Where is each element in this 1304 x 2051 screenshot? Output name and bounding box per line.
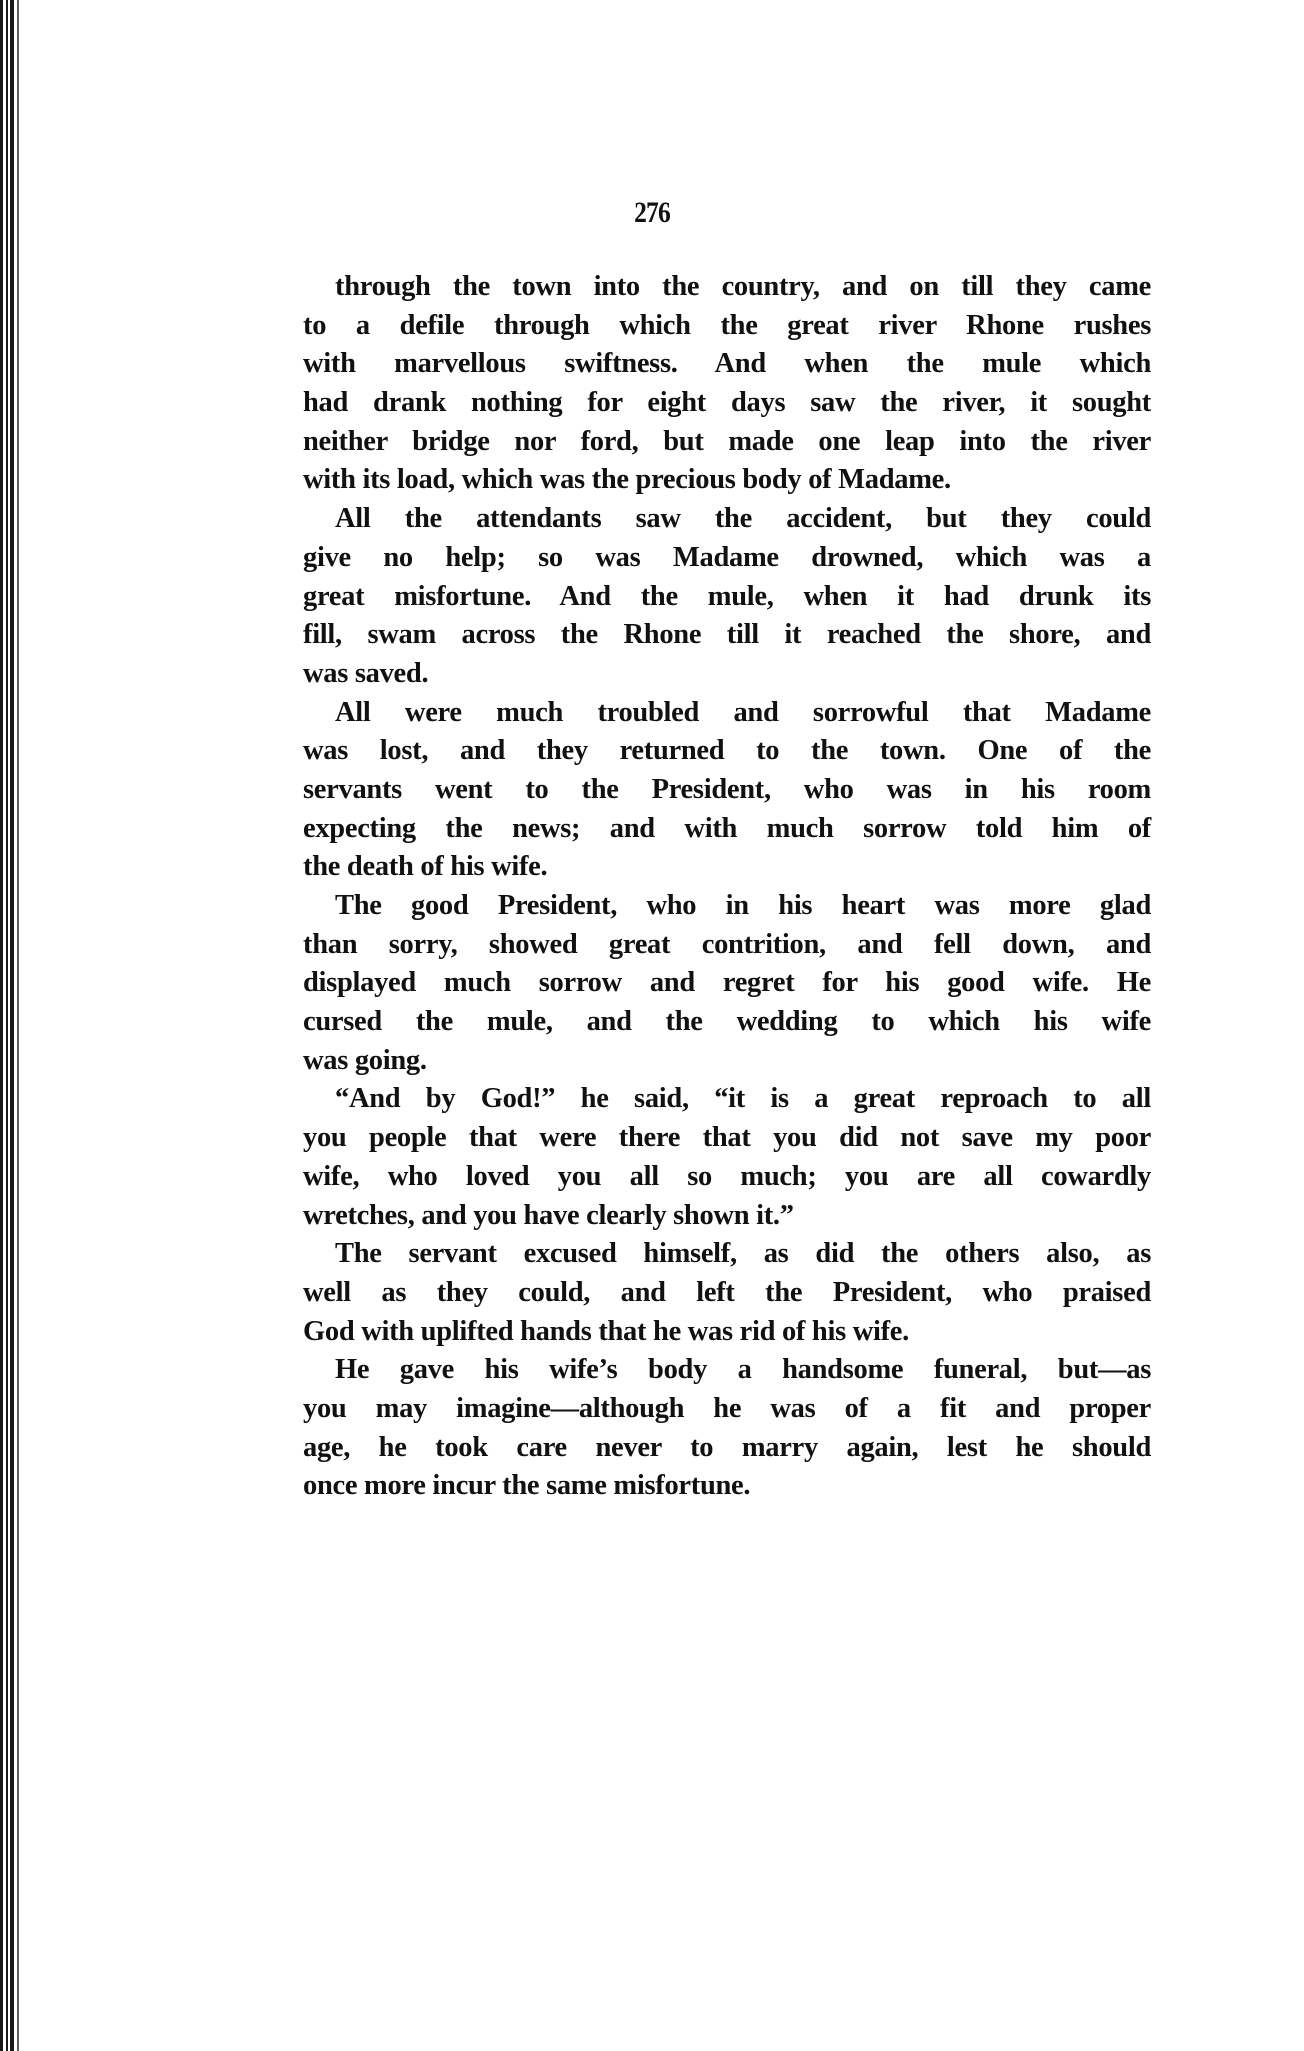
paragraph	[303, 268, 1151, 500]
text-line: expecting the news; and with much sorrow told him of	[303, 812, 1151, 844]
text-line: The good President, who in his heart was more glad	[335, 890, 1151, 921]
text-line: The servant excused himself, as did the others also, as	[335, 1238, 1151, 1270]
body-text	[303, 268, 1151, 1506]
text-line: was going.	[303, 1044, 427, 1076]
text-line: God with uplifted hands that he was rid of his wife.	[303, 1315, 909, 1347]
text-line: once more incur the same misfortune.	[303, 1470, 751, 1502]
text-line: He gave his wife’s body a handsome funeral, but—as	[335, 1354, 1151, 1386]
text-line: neither bridge nor ford, but made one leap into the river	[303, 425, 1151, 457]
text-line: than sorry, showed great contrition, and fell down, and	[303, 928, 1151, 960]
text-line: the death of his wife.	[303, 851, 548, 883]
paragraph	[303, 887, 1151, 1080]
text-line: well as they could, and left the President, who praised	[303, 1276, 1151, 1308]
text-line: fill, swam across the Rhone till it reached the shore, and	[303, 619, 1151, 651]
text-line: All were much troubled and sorrowful that Madame	[335, 696, 1151, 728]
text-line: wife, who loved you all so much; you are all cowardly	[303, 1160, 1151, 1192]
text-line: “And by God!” he said, “it is a great reproach to all	[335, 1083, 1151, 1115]
text-line: with marvellous swiftness. And when the mule which	[303, 348, 1151, 380]
text-line: cursed the mule, and the wedding to which his wife	[303, 1006, 1151, 1038]
text-line: All the attendants saw the accident, but they could	[335, 503, 1151, 535]
text-line: was saved.	[303, 657, 429, 689]
paragraph	[303, 1235, 1151, 1351]
text-line: was lost, and they returned to the town. One of the	[303, 735, 1151, 767]
text-line: wretches, and you have clearly shown it.”	[303, 1199, 794, 1231]
text-line: servants went to the President, who was in his room	[303, 773, 1151, 805]
text-line: you may imagine—although he was of a fit and proper	[303, 1392, 1151, 1424]
text-line: age, he took care never to marry again, lest he should	[303, 1431, 1151, 1463]
book-binding-edge	[0, 0, 30, 2051]
paragraph	[303, 500, 1151, 693]
page-number: 276	[634, 196, 670, 229]
text-line: displayed much sorrow and regret for his good wife. He	[303, 967, 1151, 999]
text-line: give no help; so was Madame drowned, which was a	[303, 541, 1151, 573]
paragraph	[303, 1080, 1151, 1235]
text-line: great misfortune. And the mule, when it had drunk its	[303, 580, 1151, 612]
text-line: through the town into the country, and on till they came	[335, 271, 1151, 302]
text-line: with its load, which was the precious body of Madame.	[303, 464, 951, 496]
paragraph	[303, 1351, 1151, 1506]
text-line: to a defile through which the great river Rhone rushes	[303, 309, 1151, 341]
text-line: had drank nothing for eight days saw the river, it sought	[303, 387, 1151, 419]
text-line: you people that were there that you did not save my poor	[303, 1122, 1151, 1154]
paragraph	[303, 694, 1151, 887]
